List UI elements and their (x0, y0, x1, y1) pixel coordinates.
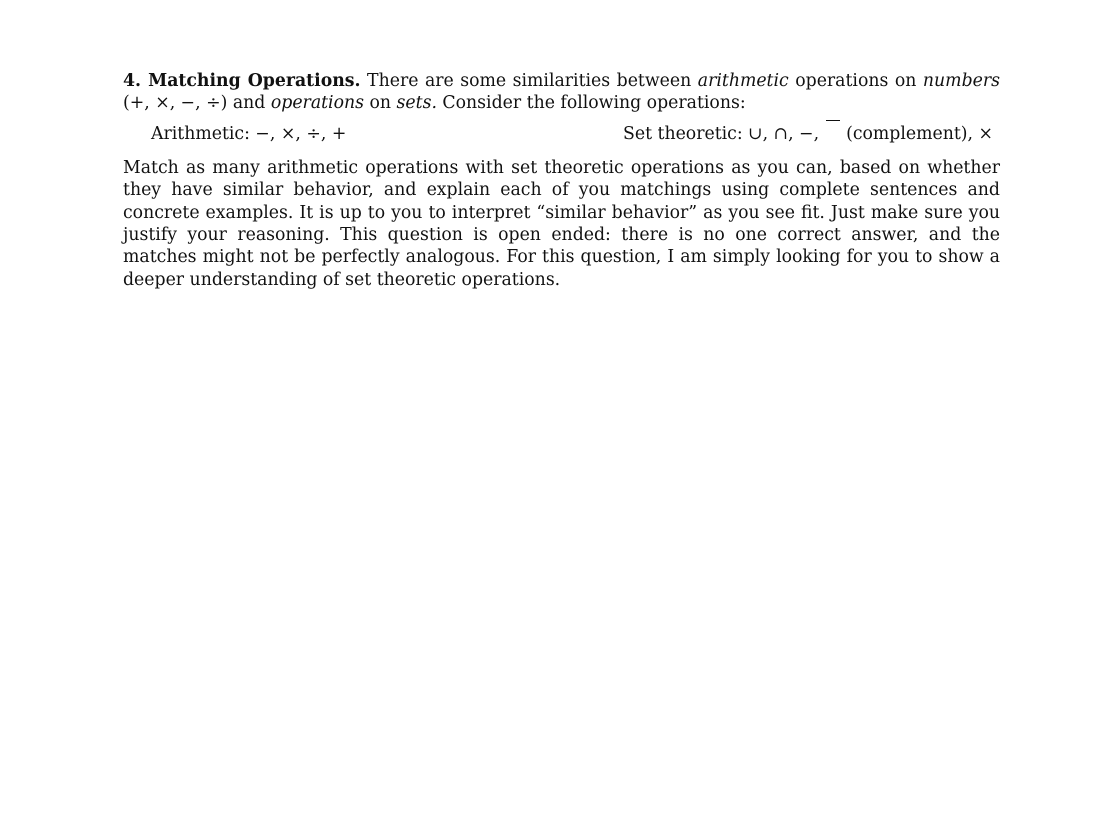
question-intro (123, 70, 1000, 115)
question-title: 4. Matching Operations. (123, 71, 361, 91)
intro-emphasis-sets: sets. (396, 93, 437, 114)
intro-emphasis-operations: operations (270, 93, 364, 114)
intro-text: (+, ×, −, ÷) and (123, 93, 271, 114)
arithmetic-label: Arithmetic: (151, 123, 250, 144)
set-theoretic-symbols: ∪, ∩, −, (742, 123, 825, 144)
intro-emphasis-numbers: numbers (922, 71, 1000, 91)
question-body: Match as many arithmetic operations with set theoretic operations as you can, based on whether they have similar behavior, and explain each of you matchings using complete sentences and concrete examples. It is up to you to interpret “similar behavior” as you see fit. Just make sure you justify your reasoning. This question is open ended: there is no one correct answer, and the matches might not be perfectly analogous. For this question, I am simply looking for you to show a deeper understanding of set theoretic operations. (123, 157, 1000, 290)
set-theoretic-label: Set theoretic: (623, 123, 743, 144)
intro-emphasis-arithmetic: arithmetic (697, 71, 789, 91)
set-theoretic-symbols-rest: (complement), × (840, 123, 993, 144)
intro-text: on (364, 93, 397, 114)
operations-list (123, 123, 1000, 149)
intro-text: operations on (788, 71, 923, 91)
intro-text: Consider the following operations: (436, 93, 746, 114)
question-block (123, 70, 1000, 291)
arithmetic-symbols: −, ×, ÷, + (249, 123, 347, 144)
complement-overbar-icon (825, 129, 841, 139)
arithmetic-operations (151, 123, 346, 145)
set-theoretic-operations (623, 123, 993, 145)
intro-text: There are some similarities between (360, 71, 698, 91)
